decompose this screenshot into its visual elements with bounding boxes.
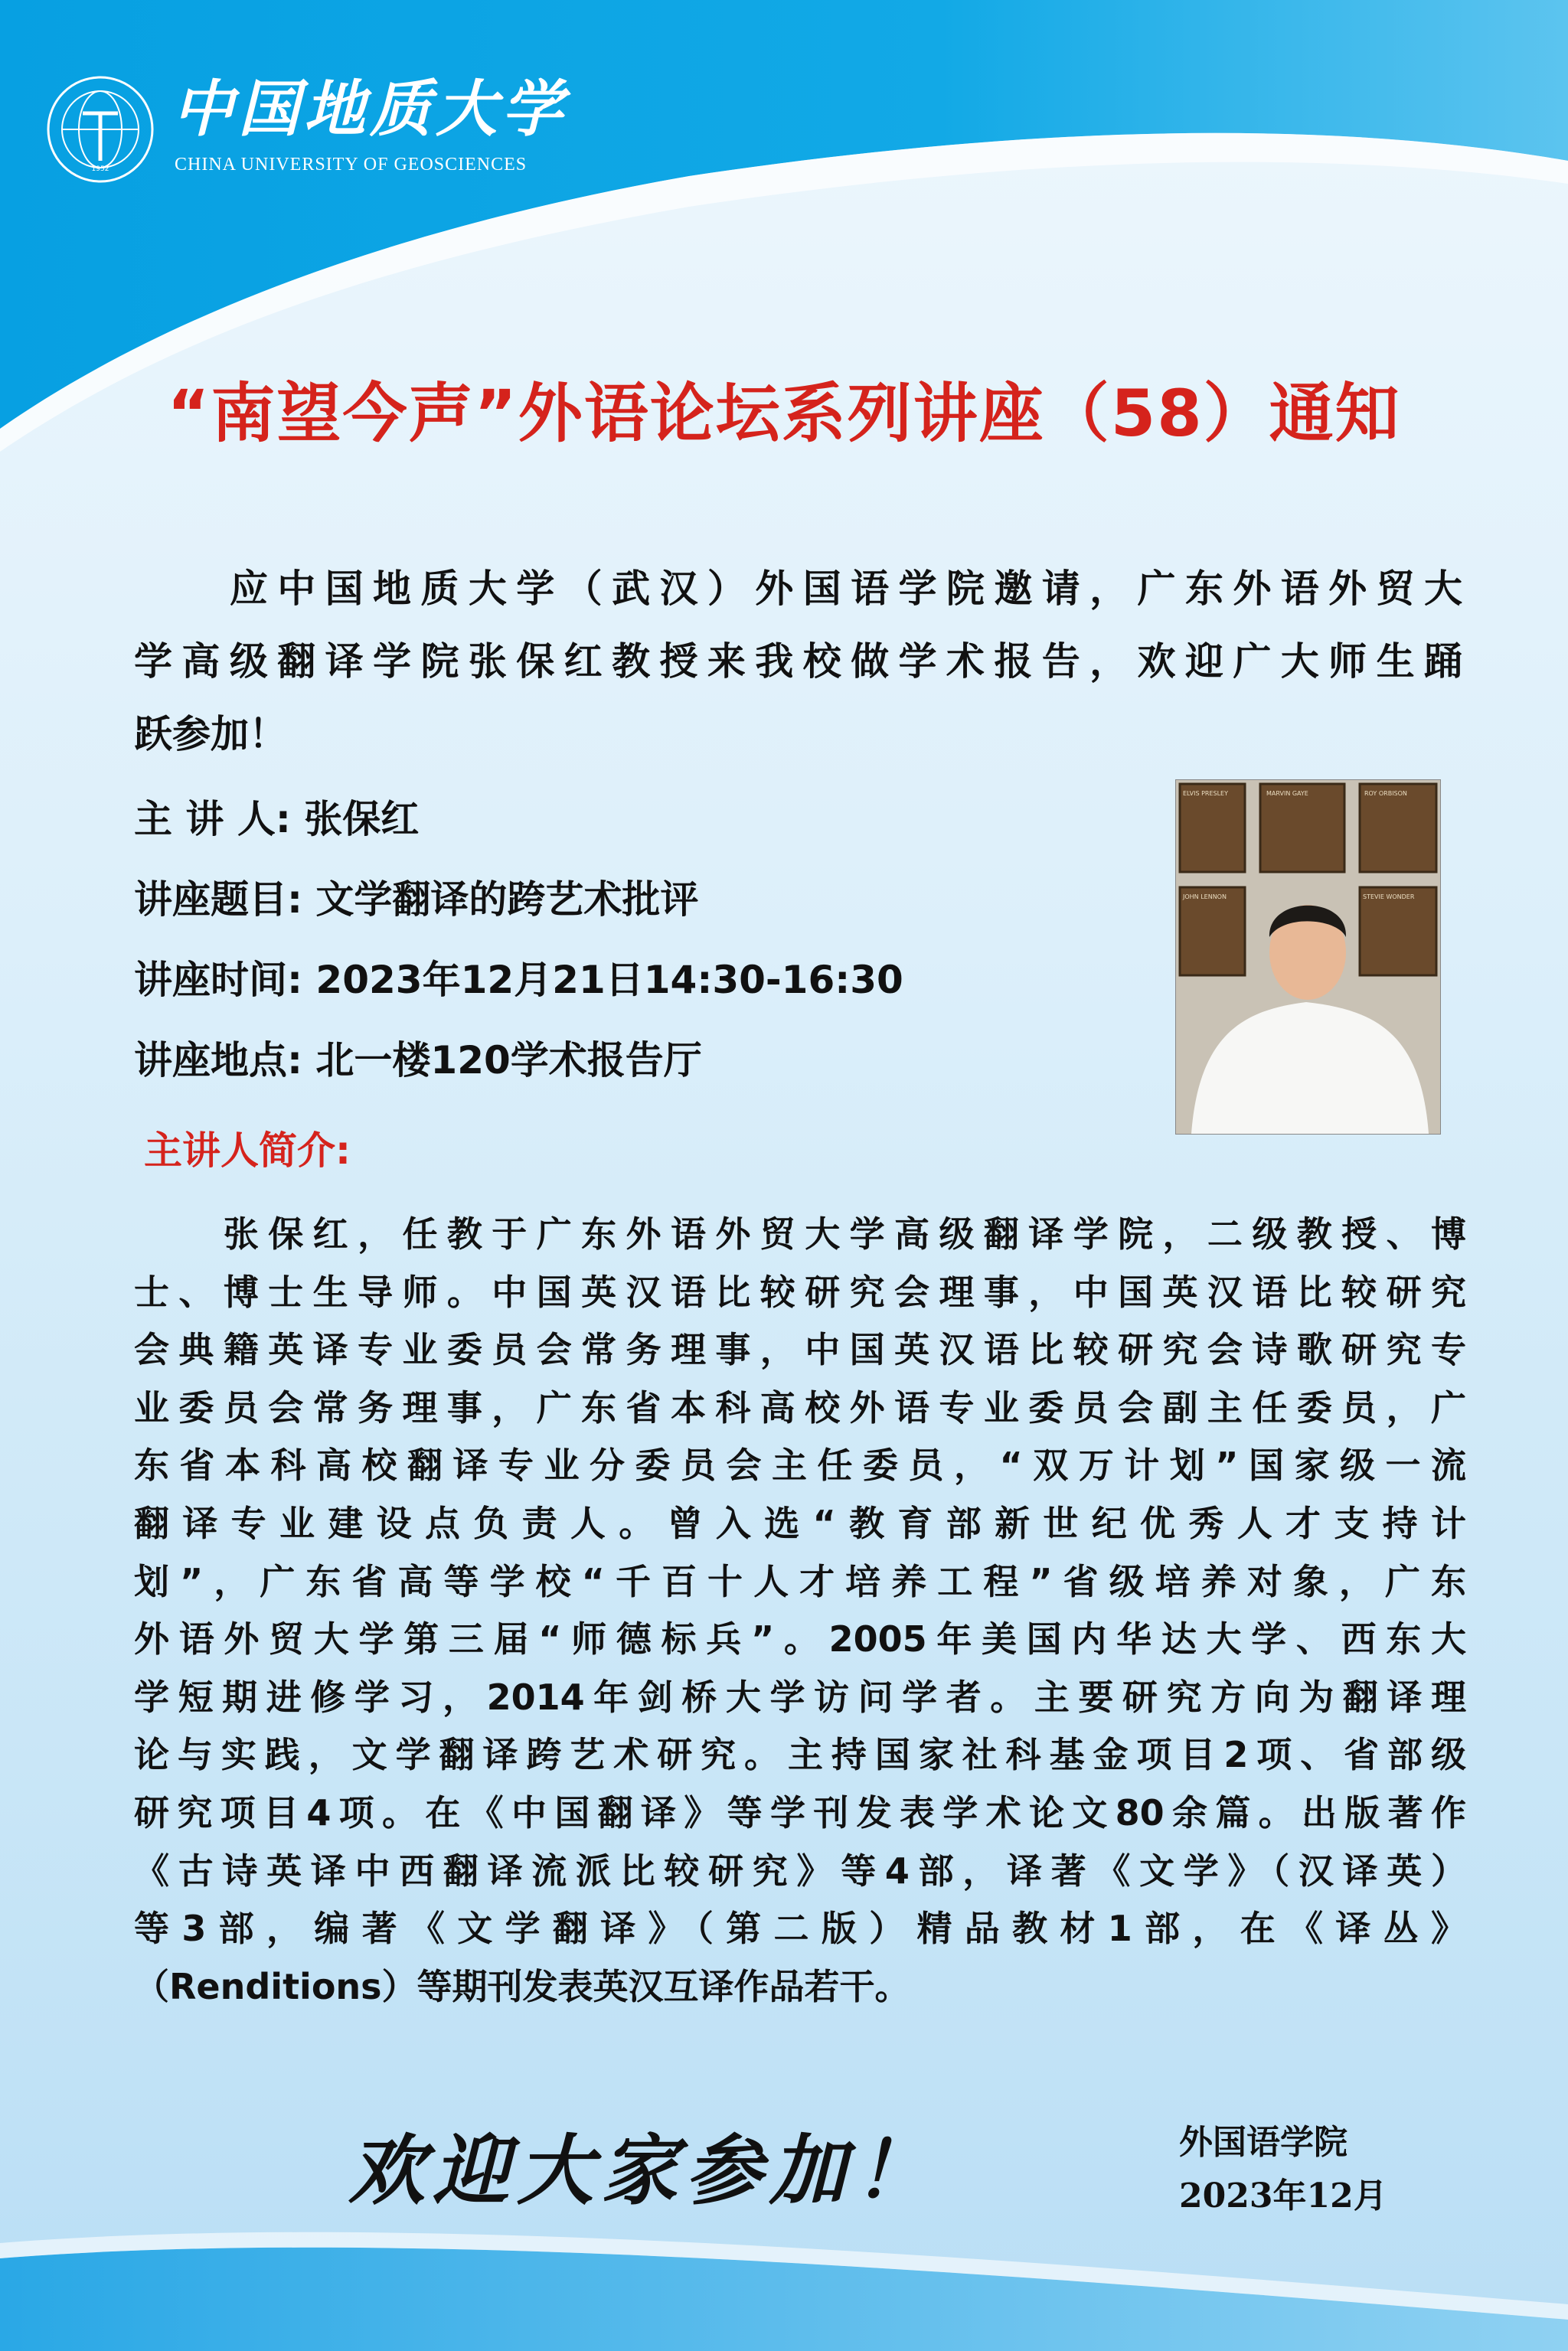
plaque-label: STEVIE WONDER	[1363, 893, 1415, 900]
notice-title: “南望今声”外语论坛系列讲座（58）通知	[167, 376, 1401, 451]
speaker-photo	[1175, 779, 1441, 1135]
university-seal-icon	[46, 75, 155, 184]
bio-line: 业委员会常务理事，广东省本科高校外语专业委员会副主任委员，广	[134, 1386, 1466, 1429]
intro-paragraph	[134, 553, 1462, 771]
info-venue	[134, 1033, 702, 1087]
seal-year: 1952	[91, 165, 109, 173]
info-label: 讲座地点:	[134, 1038, 302, 1082]
info-value: 北一楼120学术报告厅	[315, 1038, 702, 1082]
bio-line: 士、博士生导师。中国英汉语比较研究会理事，中国英汉语比较研究	[134, 1271, 1466, 1313]
bio-line: （Renditions）等期刊发表英汉互译作品若干。	[134, 1965, 910, 2007]
bio-line: 翻译专业建设点负责人。曾入选“教育部新世纪优秀人才支持计	[134, 1502, 1466, 1544]
bio-paragraph	[134, 1206, 1466, 2016]
intro-line: 应中国地质大学（武汉）外国语学院邀请，广东外语外贸大	[134, 567, 1462, 611]
university-logo-english: CHINA UNIVERSITY OF GEOSCIENCES	[175, 155, 528, 175]
info-time	[134, 953, 903, 1007]
info-value: 张保红	[304, 797, 420, 841]
welcome-slogan: 欢迎大家参加！	[348, 2125, 938, 2215]
bio-line: 外语外贸大学第三届“师德标兵”。2005年美国内华达大学、西东大	[134, 1618, 1466, 1660]
info-label: 主 讲 人:	[134, 797, 291, 841]
intro-line: 跃参加！	[134, 712, 287, 756]
info-topic	[134, 873, 698, 926]
bio-line: 等3部，编著《文学翻译》（第二版）精品教材1部，在《译丛》	[134, 1908, 1466, 1950]
university-logo-chinese: 中国地质大学	[172, 73, 567, 145]
plaque-label: MARVIN GAYE	[1266, 790, 1308, 797]
bio-line: 论与实践，文学翻译跨艺术研究。主持国家社科基金项目2项、省部级	[134, 1734, 1466, 1776]
info-label: 讲座题目:	[134, 877, 302, 922]
organizer: 外国语学院	[1179, 2123, 1348, 2162]
bio-heading: 主讲人简介:	[144, 1128, 351, 1173]
intro-line: 学高级翻译学院张保红教授来我校做学术报告，欢迎广大师生踊	[134, 639, 1462, 684]
plaque-label: ROY ORBISON	[1364, 790, 1407, 797]
bio-line: 研究项目4项。在《中国翻译》等学刊发表学术论文80余篇。出版著作	[134, 1791, 1466, 1833]
bio-line: 东省本科高校翻译专业分委员会主任委员，“双万计划”国家级一流	[134, 1445, 1466, 1487]
plaque-label: JOHN LENNON	[1183, 893, 1227, 900]
bio-line: 张保红，任教于广东外语外贸大学高级翻译学院，二级教授、博	[134, 1213, 1466, 1255]
bio-line: 会典籍英译专业委员会常务理事，中国英汉语比较研究会诗歌研究专	[134, 1329, 1466, 1371]
plaque-label: ELVIS PRESLEY	[1183, 790, 1228, 797]
notice-date: 2023年12月	[1179, 2176, 1387, 2215]
info-label: 讲座时间:	[134, 958, 302, 1002]
info-value: 2023年12月21日14:30-16:30	[315, 958, 903, 1002]
bio-line: 《古诗英译中西翻译流派比较研究》等4部，译著《文学》（汉译英）	[134, 1850, 1466, 1892]
info-value: 文学翻译的跨艺术批评	[315, 877, 699, 922]
bio-line: 划”，广东省高等学校“千百十人才培养工程”省级培养对象，广东	[134, 1560, 1466, 1602]
info-speaker	[134, 792, 419, 846]
bio-line: 学短期进修学习，2014年剑桥大学访问学者。主要研究方向为翻译理	[134, 1676, 1466, 1718]
